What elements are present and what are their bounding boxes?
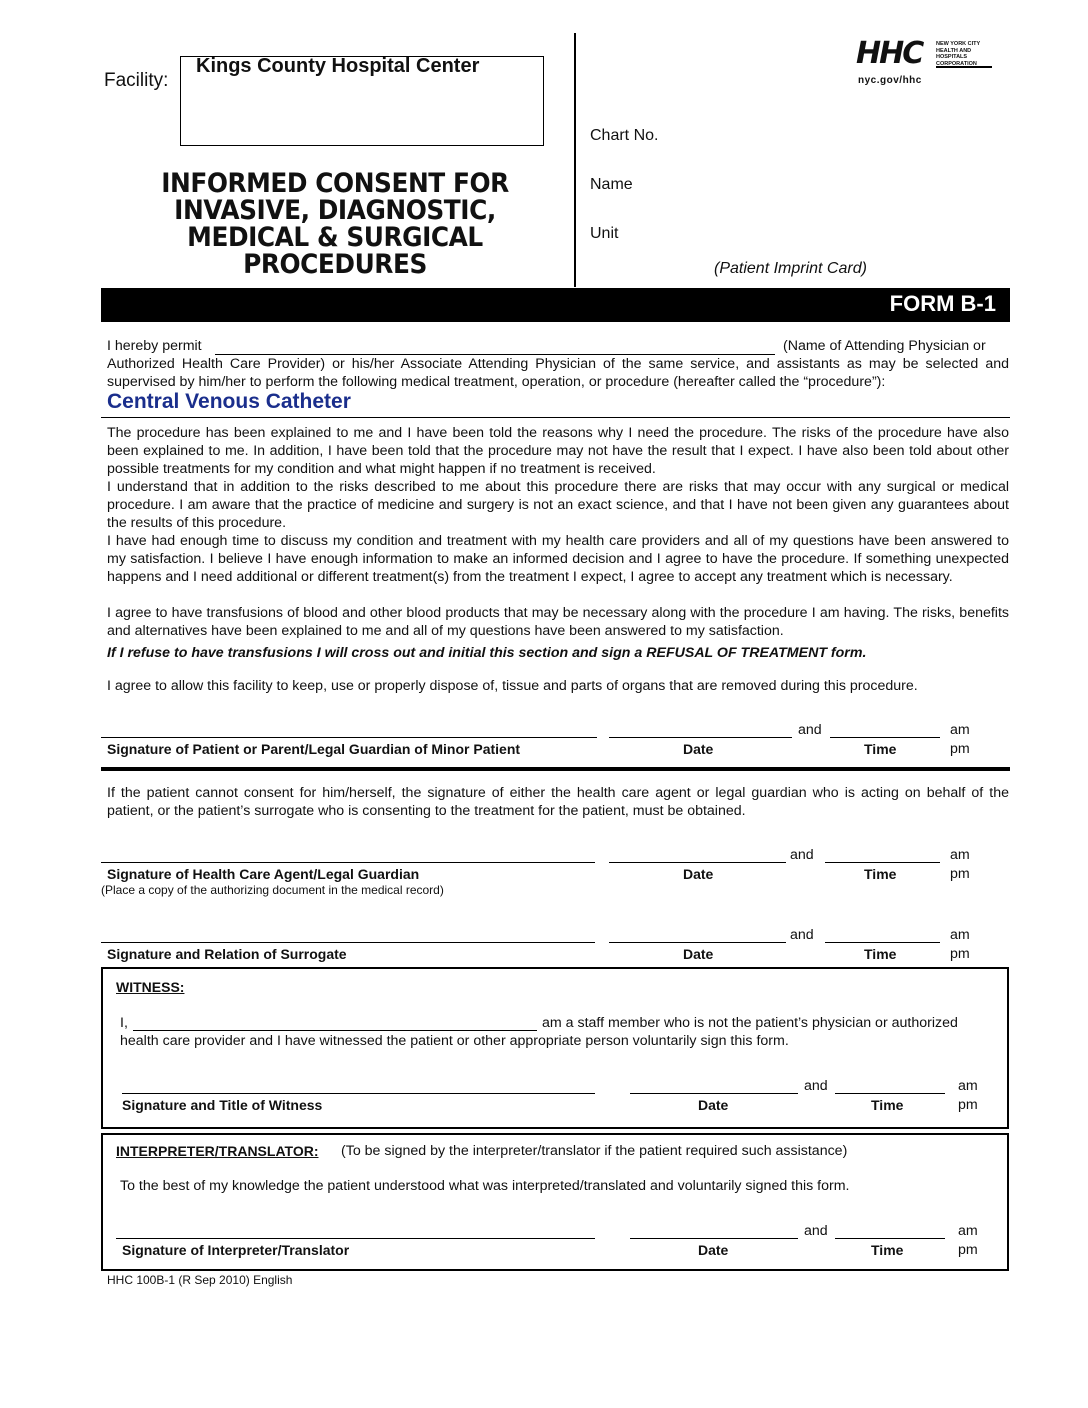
- and-label: and: [798, 722, 822, 738]
- paragraph-transfusions: I agree to have transfusions of blood and other blood products that may be necessary along with the procedure I am having. The risks, benefits and alternatives have been explained to me and all of my questions have been answered to my satisfaction.: [107, 605, 1009, 639]
- agent-signature-label: Signature of Health Care Agent/Legal Guardian: [107, 866, 420, 882]
- witness-signature-label: Signature and Title of Witness: [122, 1097, 323, 1113]
- interpreter-date-field[interactable]: [630, 1238, 798, 1239]
- witness-title: WITNESS:: [116, 979, 185, 995]
- witness-time-field[interactable]: [835, 1093, 945, 1094]
- am-label: am: [958, 1223, 978, 1239]
- facility-name: Kings County Hospital Center: [196, 55, 480, 77]
- interpreter-note: (To be signed by the interpreter/translator if the patient required such assistance): [341, 1143, 848, 1159]
- header-divider: [574, 33, 576, 287]
- witness-text-2: health care provider and I have witnessed the patient or other appropriate person voluntarily sign this form.: [120, 1033, 789, 1049]
- pm-label: pm: [950, 741, 970, 757]
- time-label: Time: [871, 1097, 904, 1113]
- agent-time-field[interactable]: [825, 862, 940, 863]
- date-label: Date: [698, 1242, 729, 1258]
- witness-date-field[interactable]: [630, 1093, 798, 1094]
- and-label: and: [804, 1223, 828, 1239]
- witness-signature-field[interactable]: [122, 1093, 595, 1094]
- witness-i-label: I,: [120, 1015, 128, 1031]
- witness-text-1: am a staff member who is not the patient’s physician or authorized: [542, 1015, 958, 1031]
- procedure-underline: [101, 417, 1010, 418]
- form-bar: [101, 288, 1010, 322]
- surrogate-date-field[interactable]: [609, 942, 786, 943]
- time-label: Time: [864, 866, 897, 882]
- logo-mark: HHC: [856, 36, 923, 71]
- logo-subtext: NEW YORK CITY HEALTH AND HOSPITALS CORPORATION: [936, 41, 981, 67]
- permit-text: Authorized Health Care Provider) or his/her Associate Attending Physician of the same service, and assistants as may be selected and supervised by him/her to perform the following medical treatment, operation, or procedure (hereafter called the “procedure”):: [107, 356, 1009, 390]
- interpreter-time-field[interactable]: [835, 1238, 945, 1239]
- logo-url: nyc.gov/hhc: [858, 75, 922, 86]
- patient-time-field[interactable]: [830, 737, 940, 738]
- paragraph-risks: I understand that in addition to the risks described to me about this procedure there are risks that may occur with any surgical or medical procedure. I am aware that the practice of medicine and surgery is not an exact science, and that I have not been given any guarantees about the results of this procedure.: [107, 479, 1009, 531]
- pm-label: pm: [950, 866, 970, 882]
- section-divider: [101, 767, 1010, 771]
- agent-date-field[interactable]: [609, 862, 786, 863]
- pm-label: pm: [958, 1242, 978, 1258]
- date-label: Date: [683, 741, 714, 757]
- and-label: and: [790, 847, 814, 863]
- form-number: FORM B-1: [889, 291, 996, 316]
- procedure-name[interactable]: Central Venous Catheter: [107, 390, 351, 413]
- patient-imprint-label: (Patient Imprint Card): [714, 260, 867, 277]
- paragraph-discussion: I have had enough time to discuss my condition and treatment with my health care providers and all of my questions have been answered to my satisfaction. I believe I have enough information to make an informed decision and I agree to have the procedure. If something unexpected happens and I need additional or different treatment(s) from the treatment I expect, I agree to accept any treatment which is necessary.: [107, 533, 1009, 585]
- form-title: [156, 170, 515, 278]
- paragraph-explanation: The procedure has been explained to me and I have been told the reasons why I need the procedure. The risks of the procedure have also been explained to me. In addition, I have been told that the procedure may not have the result that I expect. I have also been told about other possible treatments for my condition and what might happen if no treatment is received.: [107, 425, 1009, 477]
- title-line: INVASIVE, DIAGNOSTIC,: [174, 195, 496, 226]
- date-label: Date: [698, 1097, 729, 1113]
- time-label: Time: [864, 946, 897, 962]
- title-line: INFORMED CONSENT FOR: [161, 168, 509, 199]
- time-label: Time: [871, 1242, 904, 1258]
- and-label: and: [804, 1078, 828, 1094]
- interpreter-signature-label: Signature of Interpreter/Translator: [122, 1242, 350, 1258]
- title-line: PROCEDURES: [243, 249, 427, 280]
- agent-signature-field[interactable]: [101, 862, 595, 863]
- am-label: am: [958, 1078, 978, 1094]
- witness-name-field[interactable]: [133, 1030, 537, 1031]
- interpreter-text: To the best of my knowledge the patient understood what was interpreted/translated and voluntarily signed this form.: [120, 1178, 850, 1194]
- patient-signature-label: Signature of Patient or Parent/Legal Guardian of Minor Patient: [107, 741, 521, 757]
- interpreter-signature-field[interactable]: [116, 1238, 595, 1239]
- date-label: Date: [683, 866, 714, 882]
- surrogate-signature-label: Signature and Relation of Surrogate: [107, 946, 347, 962]
- chart-no-label: Chart No.: [590, 127, 659, 144]
- pm-label: pm: [958, 1097, 978, 1113]
- name-label: Name: [590, 176, 633, 193]
- hhc-logo: [856, 36, 992, 71]
- form-code: HHC 100B-1 (R Sep 2010) English: [107, 1273, 293, 1287]
- am-label: am: [950, 722, 970, 738]
- pm-label: pm: [950, 946, 970, 962]
- patient-signature-field[interactable]: [101, 737, 597, 738]
- and-label: and: [790, 927, 814, 943]
- paragraph-refusal: If I refuse to have transfusions I will cross out and initial this section and sign a REFUSAL OF TREATMENT form.: [107, 645, 867, 661]
- permit-start: I hereby permit: [107, 338, 202, 354]
- surrogate-time-field[interactable]: [825, 942, 940, 943]
- patient-date-field[interactable]: [609, 737, 792, 738]
- permit-end: (Name of Attending Physician or: [783, 338, 986, 354]
- date-label: Date: [683, 946, 714, 962]
- paragraph-surrogate: If the patient cannot consent for him/herself, the signature of either the health care agent or legal guardian who is acting on behalf of the patient, or the patient’s surrogate who is consenting to the treatment for the patient, must be obtained.: [107, 785, 1009, 819]
- time-label: Time: [864, 741, 897, 757]
- unit-label: Unit: [590, 225, 619, 242]
- am-label: am: [950, 847, 970, 863]
- interpreter-title: INTERPRETER/TRANSLATOR:: [116, 1143, 319, 1159]
- surrogate-signature-field[interactable]: [101, 942, 595, 943]
- paragraph-tissue: I agree to allow this facility to keep, use or properly dispose of, tissue and parts of organs that are removed during this procedure.: [107, 678, 918, 694]
- title-line: MEDICAL & SURGICAL: [187, 222, 483, 253]
- am-label: am: [950, 927, 970, 943]
- facility-label: Facility:: [104, 70, 169, 91]
- agent-signature-note: (Place a copy of the authorizing document in the medical record): [101, 883, 444, 897]
